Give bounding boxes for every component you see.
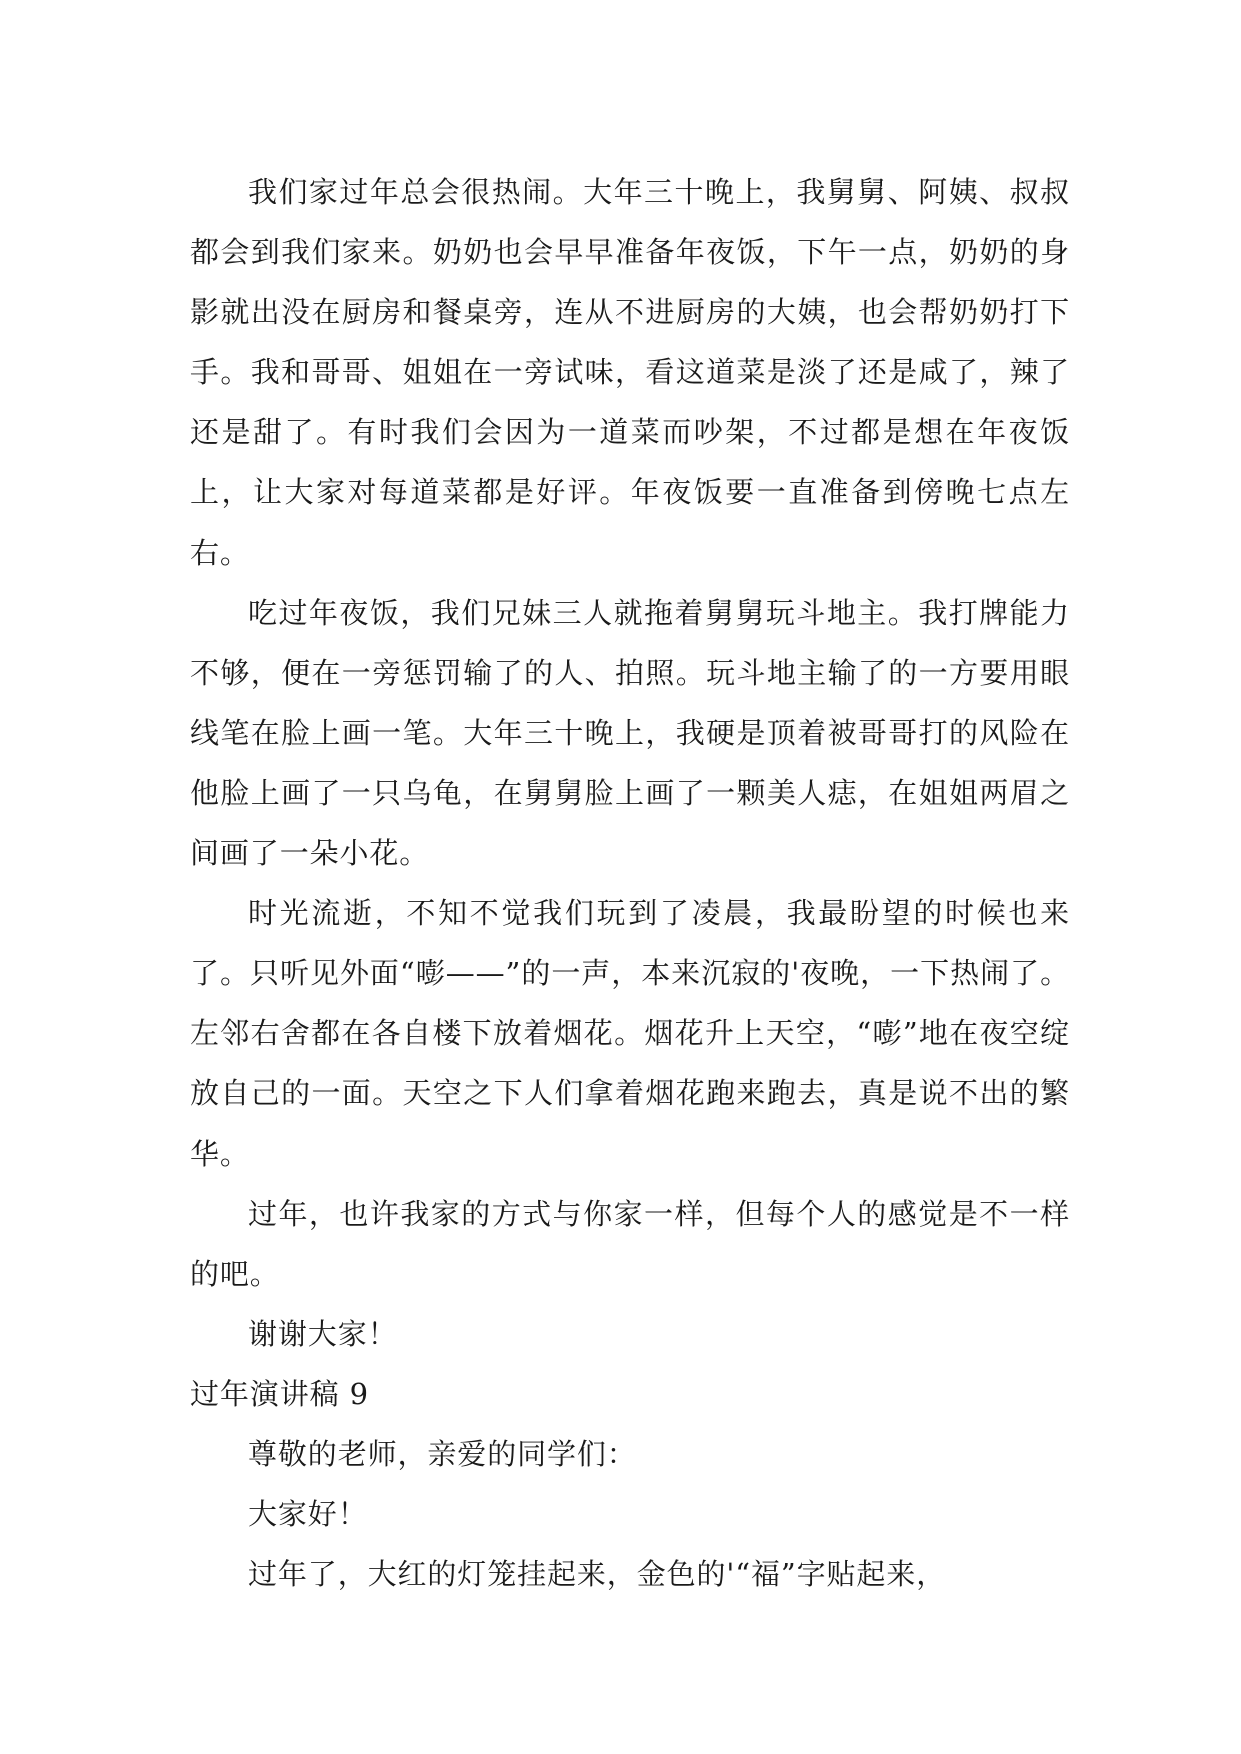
paragraph-6: 过年了，大红的灯笼挂起来，金色的'“福”字贴起来， bbox=[248, 1557, 947, 1592]
greeting: 大家好！ bbox=[248, 1497, 368, 1532]
salutation: 尊敬的老师，亲爱的同学们： bbox=[248, 1436, 637, 1471]
section-heading: 过年演讲稿 9 bbox=[190, 1376, 369, 1411]
paragraph-2: 吃过年夜饭，我们兄妹三人就拖着舅舅玩斗地主。我打牌能力不够，便在一旁惩罚输了的人、拍照。玩斗地主输了的一方要用眼线笔在脸上画一笔。大年三十晚上，我硬是顶着被哥哥打的风险在他脸上画了一只乌龟，在舅舅脸上画了一颗美人痣，在姐姐两眉之间画了一朵小花。 bbox=[190, 595, 1070, 871]
paragraph-1: 我们家过年总会很热闹。大年三十晚上，我舅舅、阿姨、叔叔都会到我们家来。奶奶也会早早准备年夜饭，下午一点，奶奶的身影就出没在厨房和餐桌旁，连从不进厨房的大姨，也会帮奶奶打下手。我和哥哥、姐姐在一旁试味，看这道菜是淡了还是咸了，辣了还是甜了。有时我们会因为一道菜而吵架，不过都是想在年夜饭上，让大家对每道菜都是好评。年夜饭要一直准备到傍晚七点左右。 bbox=[190, 175, 1070, 570]
paragraph-4: 过年，也许我家的方式与你家一样，但每个人的感觉是不一样的吧。 bbox=[190, 1196, 1070, 1291]
document-body bbox=[190, 162, 1070, 1604]
paragraph-5: 谢谢大家！ bbox=[248, 1316, 398, 1351]
paragraph-3: 时光流逝，不知不觉我们玩到了凌晨，我最盼望的时候也来了。只听见外面“嘭——”的一声，本来沉寂的'夜晚，一下热闹了。左邻右舍都在各自楼下放着烟花。烟花升上天空，“嘭”地在夜空绽放自己的一面。天空之下人们拿着烟花跑来跑去，真是说不出的繁华。 bbox=[190, 896, 1070, 1171]
